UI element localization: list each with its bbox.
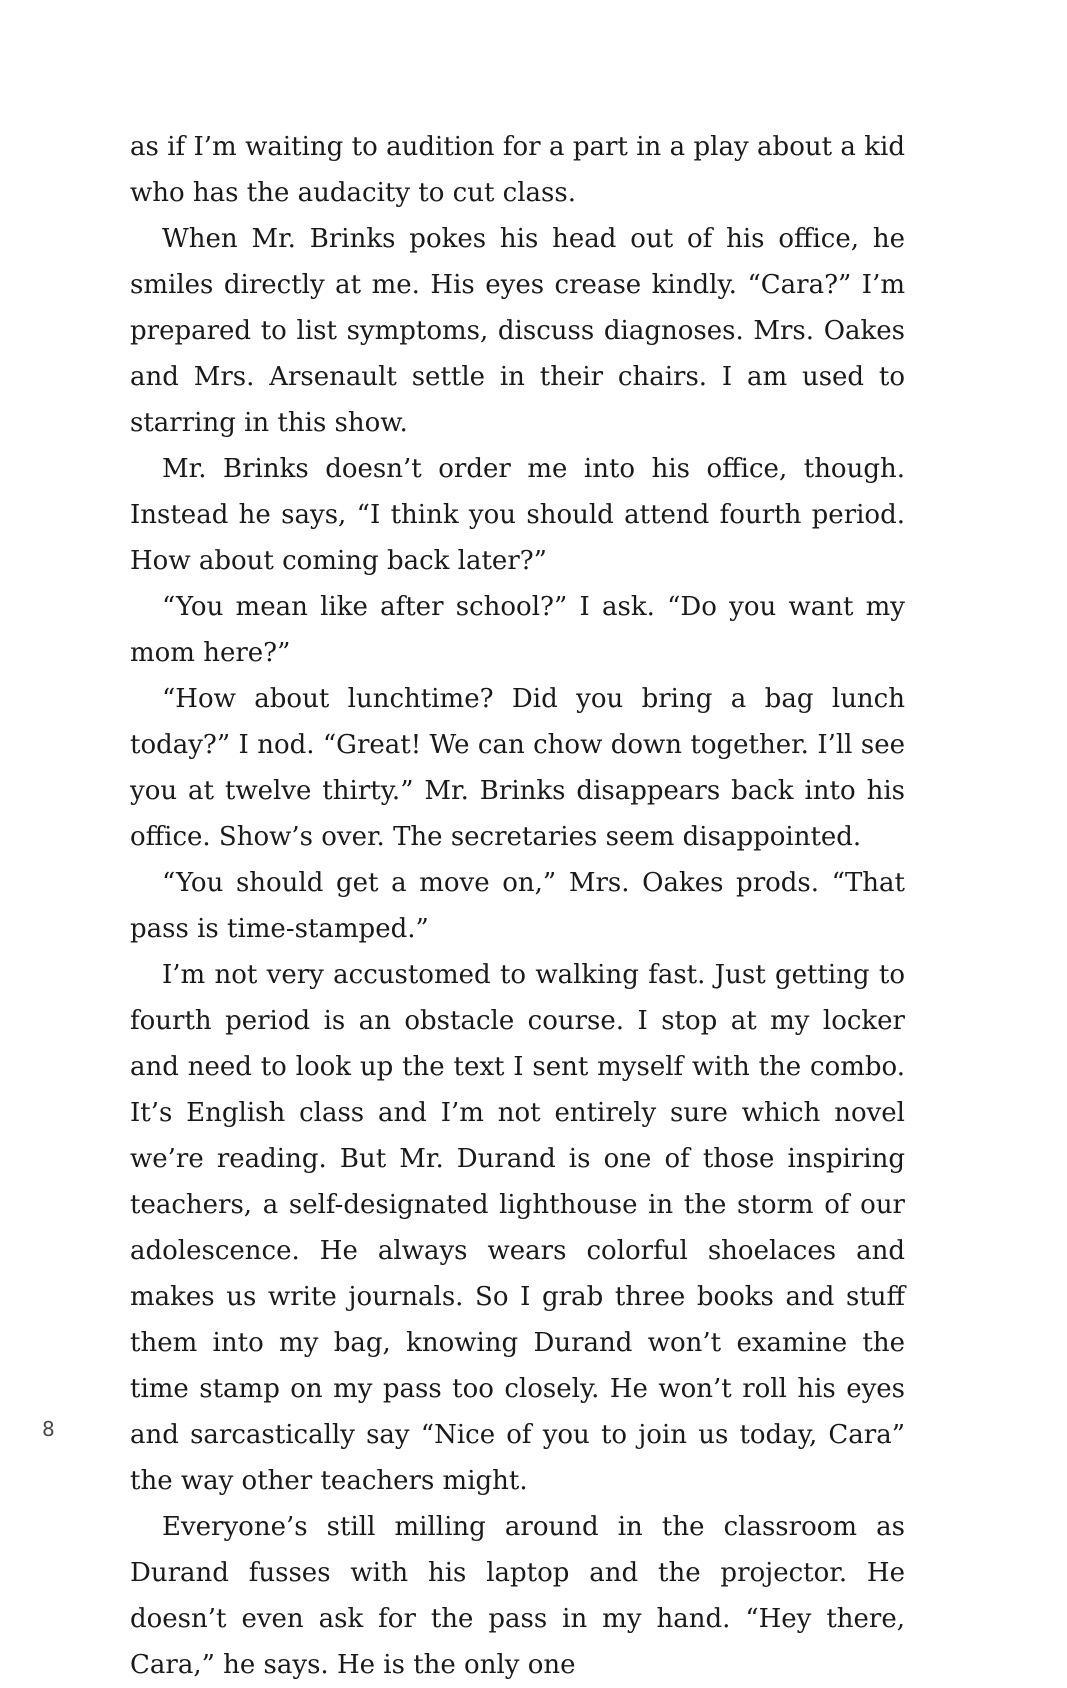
- paragraph: Mr. Brinks doesn’t order me into his office, though. Instead he says, “I think you should attend fourth period. How about coming back later?”: [130, 454, 905, 576]
- paragraph: “You mean like after school?” I ask. “Do you want my mom here?”: [130, 592, 905, 668]
- body-text: [130, 124, 905, 1688]
- page-number: 8: [42, 1417, 55, 1441]
- paragraph: “How about lunchtime? Did you bring a bag lunch today?” I nod. “Great! We can chow down together. I’ll see you at twelve thirty.” Mr. Brinks disappears back into his office. Show’s over. The secretaries seem disappointed.: [130, 684, 905, 852]
- paragraph: When Mr. Brinks pokes his head out of his office, he smiles directly at me. His eyes crease kindly. “Cara?” I’m prepared to list symptoms, discuss diagnoses. Mrs. Oakes and Mrs. Arsenault settle in their chairs. I am used to starring in this show.: [130, 224, 905, 438]
- paragraph: Everyone’s still milling around in the classroom as Durand fusses with his laptop and the projector. He doesn’t even ask for the pass in my hand. “Hey there, Cara,” he says. He is the only one: [130, 1512, 905, 1680]
- paragraph: “You should get a move on,” Mrs. Oakes prods. “That pass is time-stamped.”: [130, 868, 905, 944]
- paragraph: I’m not very accustomed to walking fast. Just getting to fourth period is an obstacle course. I stop at my locker and need to look up the text I sent myself with the combo. It’s English class and I’m not entirely sure which novel we’re reading. But Mr. Durand is one of those inspiring teachers, a self-designated lighthouse in the storm of our adolescence. He always wears colorful shoelaces and makes us write journals. So I grab three books and stuff them into my bag, knowing Durand won’t examine the time stamp on my pass too closely. He won’t roll his eyes and sarcastically say “Nice of you to join us today, Cara” the way other teachers might.: [130, 960, 905, 1496]
- paragraph-continuation: as if I’m waiting to audition for a part in a play about a kid who has the audacity to cut class.: [130, 132, 905, 208]
